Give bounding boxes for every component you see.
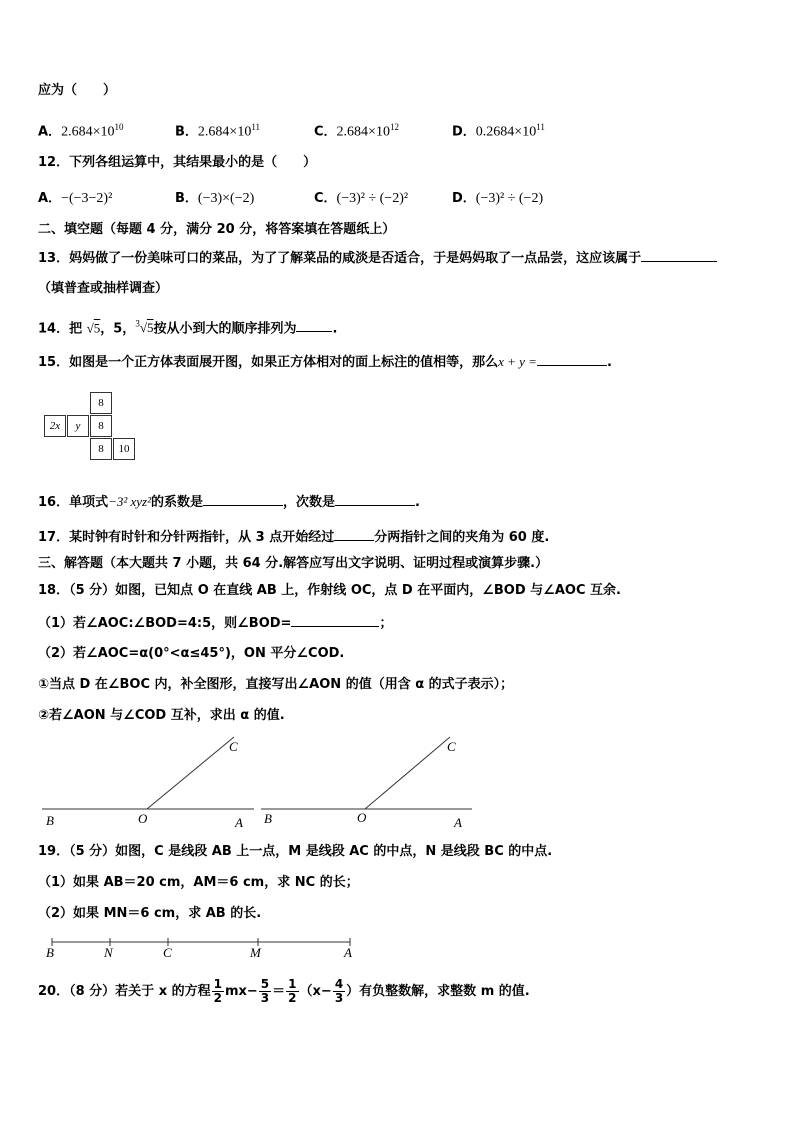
option-letter: A．	[38, 124, 62, 140]
angle-figure-left	[42, 737, 254, 809]
frac1-num: 1	[213, 977, 222, 991]
label-b-right: B	[264, 811, 272, 826]
q20-mx: mx−	[224, 984, 258, 999]
q13-text: 13．妈妈做了一份美味可口的菜品，为了了解菜品的咸淡是否适合，于是妈妈取了一点品尝，这应该属于	[38, 251, 642, 266]
q15-text: 15．如图是一个正方体表面展开图，如果正方体相对的面上标注的值相等，那么	[38, 355, 499, 370]
q14-post: 按从小到大的顺序排列为	[153, 321, 297, 337]
section3-heading: 三、解答题（本大题共 7 小题，共 64 分.解答应写出文字说明、证明过程或演算步骤.）	[38, 556, 549, 571]
q18-sub2: ②若∠AON 与∠COD 互补，求出 α 的值.	[38, 708, 285, 723]
section2-heading: 二、填空题（每题 4 分，满分 20 分，将答案填在答题纸上）	[38, 222, 396, 237]
frac3-num: 1	[288, 977, 297, 991]
cube-face-2x: 2x	[44, 415, 66, 437]
angle-figure-right	[261, 737, 472, 809]
option-letter: B．	[175, 191, 198, 206]
option-letter: D．	[452, 124, 476, 140]
q14-mid: ，5，	[100, 321, 136, 337]
label-c-right: C	[447, 739, 456, 754]
option-letter: C．	[314, 124, 337, 140]
q13-line2: （填普查或抽样调查）	[38, 281, 169, 296]
ray-oc-left	[147, 737, 234, 809]
q19-stem: 19．（5 分）如图，C 是线段 AB 上一点，M 是线段 AC 的中点，N 是线段 BC 的中点.	[38, 844, 553, 859]
cube-face-middle: 8	[90, 415, 112, 437]
point-c: C	[163, 945, 172, 960]
q19-part2: （2）如果 MN＝6 cm，求 AB 的长.	[38, 906, 262, 921]
point-n: N	[104, 945, 113, 960]
sqrt5-expr: √5	[86, 320, 101, 336]
q20-post: ）有负整数解，求整数 m 的值.	[346, 984, 530, 999]
option-exponent: 11	[536, 122, 545, 132]
point-m: M	[250, 945, 261, 960]
option-letter: C．	[314, 191, 337, 206]
q16-end: .	[415, 495, 420, 510]
q15-expr: x + y =	[498, 354, 537, 369]
option-exponent: 12	[389, 122, 399, 132]
label-b-left: B	[46, 813, 54, 828]
option-times: ×10	[368, 124, 390, 140]
option-exponent: 11	[251, 122, 260, 132]
cube-face-10: 10	[113, 438, 135, 460]
q20-eq: ＝	[272, 984, 286, 999]
q18-part2: （2）若∠AOC=α(0°<α≤45°)，ON 平分∠COD.	[38, 646, 345, 661]
frac2-den: 3	[260, 991, 270, 1005]
label-o-left: O	[138, 811, 148, 826]
q17-pre: 17．某时钟有时针和分针两指针，从 3 点开始经过	[38, 530, 335, 545]
option-expression: (−3)² ÷ (−2)	[475, 191, 544, 206]
option-exponent: 10	[114, 122, 124, 132]
option-mantissa: 2.684	[61, 124, 93, 140]
frac4-den: 3	[334, 991, 344, 1005]
q20-pre: 20．（8 分）若关于 x 的方程	[38, 984, 211, 999]
q15-end: .	[606, 355, 612, 370]
q16-pre: 16．单项式	[38, 495, 109, 510]
option-times: ×10	[514, 124, 537, 140]
q16-mid: 的系数是	[151, 495, 204, 510]
q19-part1: （1）如果 AB＝20 cm，AM＝6 cm，求 NC 的长；	[38, 875, 359, 890]
label-o-right: O	[357, 810, 367, 825]
option-times: ×10	[92, 124, 115, 140]
q16-monomial: −3² xyz²	[108, 494, 152, 509]
option-letter: B．	[175, 124, 198, 140]
q17-post: 分两指针之间的夹角为 60 度.	[374, 530, 550, 545]
cube-face-y: y	[67, 415, 89, 437]
option-mantissa: 0.2684	[475, 124, 515, 140]
q14-pre: 14．把	[38, 321, 83, 337]
q11-stem-tail: 应为（ ）	[38, 83, 117, 98]
option-letter: D．	[452, 191, 476, 206]
frac1-den: 2	[213, 991, 222, 1005]
option-expression: (−3)×(−2)	[197, 191, 255, 206]
frac-1-2b	[286, 978, 298, 1005]
option-mantissa: 2.684	[197, 124, 230, 140]
q18-p1-text: （1）若∠AOC:∠BOD=4:5，则∠BOD=	[38, 616, 292, 631]
q18-p1-end: ；	[379, 616, 393, 631]
point-b: B	[46, 945, 54, 960]
q20-line	[38, 975, 530, 1009]
cube-face-top: 8	[90, 392, 112, 414]
option-mantissa: 2.684	[336, 124, 369, 140]
frac4-num: 4	[334, 977, 344, 991]
q12-stem: 12．下列各组运算中，其结果最小的是（ ）	[38, 155, 317, 170]
q18-stem: 18．（5 分）如图，已知点 O 在直线 AB 上，作射线 OC，点 D 在平面内，∠BOD 与∠AOC 互余.	[38, 583, 621, 598]
cbrt5-expr: $^3$√5	[135, 319, 154, 336]
segment-figure	[52, 938, 350, 946]
option-letter: A．	[38, 191, 62, 206]
option-expression: (−3)² ÷ (−2)²	[336, 191, 409, 206]
frac-5-3	[259, 978, 271, 1005]
q20-par: （x−	[299, 984, 332, 999]
point-a: A	[344, 945, 352, 960]
frac3-den: 2	[288, 991, 297, 1005]
q14-end: .	[332, 321, 338, 337]
option-expression: −(−3−2)²	[61, 191, 113, 206]
cube-face-bottom: 8	[90, 438, 112, 460]
ray-oc-right	[365, 737, 450, 809]
frac-4-3	[333, 978, 345, 1005]
frac2-num: 5	[260, 977, 270, 991]
q18-sub1: ①当点 D 在∠BOC 内，补全图形，直接写出∠AON 的值（用含 α 的式子表示）；	[38, 677, 514, 692]
label-a-right: A	[454, 815, 462, 830]
label-c-left: C	[229, 739, 238, 754]
label-a-left: A	[235, 815, 243, 830]
frac-1-2	[212, 978, 224, 1005]
q16-mid2: ，次数是	[283, 495, 336, 510]
option-times: ×10	[229, 124, 252, 140]
